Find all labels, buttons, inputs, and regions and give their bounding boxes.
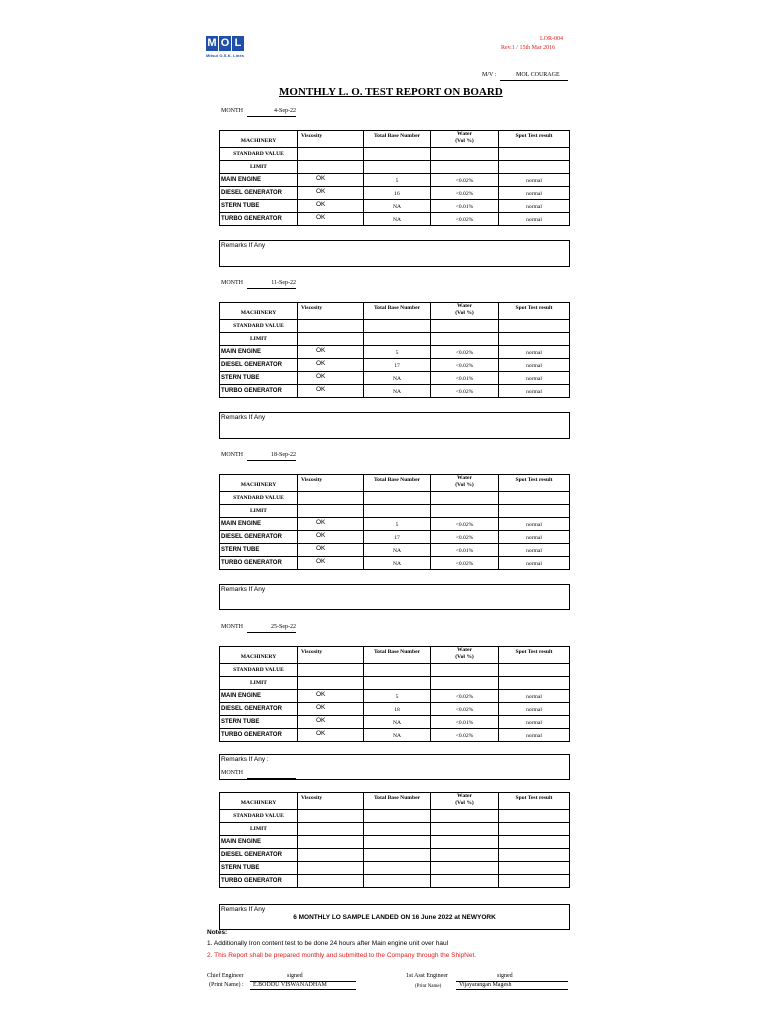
lo-test-table	[219, 646, 570, 742]
remarks-label: Remarks If Any	[221, 906, 266, 913]
viscosity-value: OK	[298, 385, 364, 398]
remarks-box	[219, 904, 570, 930]
viscosity-value: OK	[298, 544, 364, 557]
table-row	[220, 849, 570, 862]
col-machinery: MACHINERY	[220, 793, 298, 810]
col-tbn: Total Base Number	[364, 131, 431, 148]
asst-engineer-label: 1st Asst Engineer	[406, 973, 448, 979]
tbn-value: 16	[364, 187, 431, 200]
water-value: <0.01%	[431, 200, 499, 213]
water-value: <0.01%	[431, 372, 499, 385]
doc-code: LOR-004	[540, 36, 563, 42]
limit-label: LIMIT	[220, 823, 298, 836]
machinery-name: TURBO GENERATOR	[220, 875, 298, 888]
limit-label: LIMIT	[220, 333, 298, 346]
lo-test-table	[219, 474, 570, 570]
lo-test-table	[219, 792, 570, 888]
spot-test-value: normal	[499, 359, 570, 372]
tbn-value: NA	[364, 544, 431, 557]
note-1: 1. Additionally Iron content test to be done 24 hours after Main engine unit over haul	[207, 940, 449, 947]
water-value: <0.02%	[431, 187, 499, 200]
tbn-value: 5	[364, 346, 431, 359]
remarks-box	[219, 240, 570, 267]
machinery-name: MAIN ENGINE	[220, 174, 298, 187]
viscosity-value: OK	[298, 346, 364, 359]
viscosity-value: OK	[298, 213, 364, 226]
col-tbn: Total Base Number	[364, 475, 431, 492]
machinery-name: STERN TUBE	[220, 372, 298, 385]
month-label: MONTH	[221, 280, 243, 286]
col-viscosity: Viscosity	[298, 475, 364, 492]
col-tbn: Total Base Number	[364, 647, 431, 664]
limit-cell	[298, 161, 364, 174]
viscosity-value	[298, 862, 364, 875]
spot-test-value	[499, 836, 570, 849]
lo-test-table	[219, 130, 570, 226]
tbn-value	[364, 849, 431, 862]
table-row	[220, 213, 570, 226]
viscosity-value	[298, 849, 364, 862]
table-row	[220, 372, 570, 385]
col-machinery: MACHINERY	[220, 475, 298, 492]
water-value: <0.02%	[431, 518, 499, 531]
spot-test-value	[499, 862, 570, 875]
limit-cell	[298, 333, 364, 346]
tbn-value: NA	[364, 716, 431, 729]
col-tbn: Total Base Number	[364, 793, 431, 810]
remarks-label: Remarks If Any :	[221, 756, 269, 763]
standard-value-cell	[298, 320, 364, 333]
col-viscosity: Viscosity	[298, 303, 364, 320]
table-row	[220, 875, 570, 888]
table-row	[220, 359, 570, 372]
month-date: 4-Sep-22	[247, 108, 296, 117]
viscosity-value: OK	[298, 690, 364, 703]
standard-value-cell	[298, 148, 364, 161]
viscosity-value: OK	[298, 359, 364, 372]
machinery-name: TURBO GENERATOR	[220, 557, 298, 570]
chief-engineer-signature: signed	[287, 973, 303, 979]
water-value: <0.01%	[431, 716, 499, 729]
notes-heading: Notes:	[207, 929, 228, 936]
table-row	[220, 385, 570, 398]
machinery-name: TURBO GENERATOR	[220, 729, 298, 742]
tbn-value: 5	[364, 690, 431, 703]
remarks-label: Remarks If Any	[221, 242, 266, 249]
spot-test-value: normal	[499, 544, 570, 557]
table-row	[220, 531, 570, 544]
month-label: MONTH	[221, 770, 243, 776]
month-date	[247, 770, 296, 779]
table-row	[220, 836, 570, 849]
water-value: <0.02%	[431, 346, 499, 359]
col-spot-test: Spot Test result	[499, 793, 570, 810]
water-value: <0.02%	[431, 174, 499, 187]
col-water: Water (Vol %)	[431, 303, 499, 320]
viscosity-value: OK	[298, 187, 364, 200]
viscosity-value: OK	[298, 200, 364, 213]
tbn-value	[364, 862, 431, 875]
col-viscosity: Viscosity	[298, 793, 364, 810]
chief-engineer-name: E.BODDU VISWANADHAM	[253, 982, 327, 988]
month-date: 18-Sep-22	[247, 452, 296, 461]
remarks-label: Remarks If Any	[221, 586, 266, 593]
limit-cell	[298, 505, 364, 518]
tbn-value: 17	[364, 531, 431, 544]
note-2: 2. This Report shall be prepared monthly and submitted to the Company through the ShipNet.	[207, 952, 477, 959]
water-value	[431, 862, 499, 875]
spot-test-value: normal	[499, 385, 570, 398]
water-value	[431, 849, 499, 862]
spot-test-value: normal	[499, 690, 570, 703]
water-value: <0.02%	[431, 557, 499, 570]
month-label: MONTH	[221, 452, 243, 458]
col-machinery: MACHINERY	[220, 647, 298, 664]
month-date: 11-Sep-22	[247, 280, 296, 289]
spot-test-value: normal	[499, 703, 570, 716]
table-row	[220, 346, 570, 359]
tbn-value: 18	[364, 703, 431, 716]
water-value: <0.01%	[431, 544, 499, 557]
col-water: Water (Vol %)	[431, 793, 499, 810]
machinery-name: TURBO GENERATOR	[220, 385, 298, 398]
machinery-name: STERN TUBE	[220, 200, 298, 213]
table-row	[220, 862, 570, 875]
vessel-label: M/V :	[482, 72, 497, 78]
machinery-name: MAIN ENGINE	[220, 690, 298, 703]
machinery-name: DIESEL GENERATOR	[220, 359, 298, 372]
col-tbn: Total Base Number	[364, 303, 431, 320]
col-machinery: MACHINERY	[220, 303, 298, 320]
spot-test-value: normal	[499, 174, 570, 187]
logo-letter-m: M	[207, 37, 217, 49]
spot-test-value: normal	[499, 531, 570, 544]
tbn-value: NA	[364, 557, 431, 570]
remarks-box	[219, 584, 570, 610]
standard-value-label: STANDARD VALUE	[220, 148, 298, 161]
spot-test-value: normal	[499, 187, 570, 200]
standard-value-label: STANDARD VALUE	[220, 492, 298, 505]
table-row	[220, 200, 570, 213]
col-spot-test: Spot Test result	[499, 131, 570, 148]
col-viscosity: Viscosity	[298, 131, 364, 148]
col-spot-test: Spot Test result	[499, 475, 570, 492]
machinery-name: STERN TUBE	[220, 716, 298, 729]
water-value: <0.02%	[431, 359, 499, 372]
month-date: 25-Sep-22	[247, 624, 296, 633]
chief-name-line	[250, 989, 356, 990]
company-logo	[206, 36, 246, 62]
col-spot-test: Spot Test result	[499, 303, 570, 320]
table-row	[220, 174, 570, 187]
viscosity-value: OK	[298, 729, 364, 742]
viscosity-value: OK	[298, 531, 364, 544]
limit-cell	[298, 677, 364, 690]
machinery-name: MAIN ENGINE	[220, 518, 298, 531]
table-row	[220, 557, 570, 570]
standard-value-label: STANDARD VALUE	[220, 664, 298, 677]
standard-value-cell	[298, 810, 364, 823]
table-row	[220, 518, 570, 531]
water-value: <0.02%	[431, 385, 499, 398]
chief-print-label: (Print Name) :	[209, 982, 244, 988]
asst-name-line	[456, 989, 568, 990]
asst-engineer-name: Vijayarangan Magesh	[459, 982, 512, 988]
machinery-name: DIESEL GENERATOR	[220, 187, 298, 200]
viscosity-value: OK	[298, 716, 364, 729]
limit-cell	[298, 823, 364, 836]
tbn-value: NA	[364, 372, 431, 385]
report-title: MONTHLY L. O. TEST REPORT ON BOARD	[279, 86, 503, 98]
chief-engineer-label: Chief Engineer	[207, 973, 244, 979]
tbn-value: 17	[364, 359, 431, 372]
water-value: <0.02%	[431, 213, 499, 226]
spot-test-value: normal	[499, 729, 570, 742]
lo-test-table	[219, 302, 570, 398]
water-value: <0.02%	[431, 729, 499, 742]
viscosity-value: OK	[298, 518, 364, 531]
table-row	[220, 703, 570, 716]
table-row	[220, 544, 570, 557]
standard-value-label: STANDARD VALUE	[220, 320, 298, 333]
water-value: <0.02%	[431, 690, 499, 703]
logo-letter-l: L	[232, 36, 244, 51]
machinery-name: DIESEL GENERATOR	[220, 703, 298, 716]
col-water: Water (Vol %)	[431, 131, 499, 148]
asst-print-label: (Print Name)	[415, 984, 442, 989]
tbn-value: NA	[364, 213, 431, 226]
machinery-name: TURBO GENERATOR	[220, 213, 298, 226]
viscosity-value	[298, 836, 364, 849]
spot-test-value	[499, 875, 570, 888]
spot-test-value	[499, 849, 570, 862]
viscosity-value	[298, 875, 364, 888]
vessel-underline	[500, 80, 568, 81]
viscosity-value: OK	[298, 372, 364, 385]
tbn-value: 5	[364, 518, 431, 531]
spot-test-value: normal	[499, 213, 570, 226]
tbn-value: 5	[364, 174, 431, 187]
machinery-name: MAIN ENGINE	[220, 346, 298, 359]
month-label: MONTH	[221, 624, 243, 630]
table-row	[220, 716, 570, 729]
table-row	[220, 187, 570, 200]
spot-test-value: normal	[499, 518, 570, 531]
water-value	[431, 836, 499, 849]
viscosity-value: OK	[298, 174, 364, 187]
standard-value-cell	[298, 664, 364, 677]
limit-label: LIMIT	[220, 161, 298, 174]
water-value: <0.02%	[431, 531, 499, 544]
tbn-value	[364, 836, 431, 849]
standard-value-cell	[298, 492, 364, 505]
spot-test-value: normal	[499, 716, 570, 729]
vessel-name: MOL COURAGE	[516, 72, 560, 78]
viscosity-value: OK	[298, 557, 364, 570]
water-value	[431, 875, 499, 888]
limit-label: LIMIT	[220, 505, 298, 518]
spot-test-value: normal	[499, 200, 570, 213]
month-label: MONTH	[221, 108, 243, 114]
asst-engineer-signature: signed	[497, 973, 513, 979]
tbn-value: NA	[364, 385, 431, 398]
machinery-name: STERN TUBE	[220, 544, 298, 557]
limit-label: LIMIT	[220, 677, 298, 690]
logo-letter-o: O	[220, 37, 230, 49]
logo-subtitle: Mitsui O.S.K. Lines	[206, 53, 245, 58]
tbn-value: NA	[364, 200, 431, 213]
remarks-label: Remarks If Any	[221, 414, 266, 421]
machinery-name: MAIN ENGINE	[220, 836, 298, 849]
tbn-value: NA	[364, 729, 431, 742]
table-row	[220, 690, 570, 703]
remarks-text: 6 MONTHLY LO SAMPLE LANDED ON 16 June 2022 at NEWYORK	[293, 914, 496, 921]
col-viscosity: Viscosity	[298, 647, 364, 664]
spot-test-value: normal	[499, 372, 570, 385]
col-water: Water (Vol %)	[431, 475, 499, 492]
tbn-value	[364, 875, 431, 888]
revision: Rev.1 / 15th Mar 2016	[501, 45, 556, 51]
standard-value-label: STANDARD VALUE	[220, 810, 298, 823]
spot-test-value: normal	[499, 557, 570, 570]
machinery-name: DIESEL GENERATOR	[220, 849, 298, 862]
water-value: <0.02%	[431, 703, 499, 716]
machinery-name: DIESEL GENERATOR	[220, 531, 298, 544]
table-row	[220, 729, 570, 742]
col-spot-test: Spot Test result	[499, 647, 570, 664]
viscosity-value: OK	[298, 703, 364, 716]
col-water: Water (Vol %)	[431, 647, 499, 664]
machinery-name: STERN TUBE	[220, 862, 298, 875]
remarks-box	[219, 412, 570, 439]
spot-test-value: normal	[499, 346, 570, 359]
col-machinery: MACHINERY	[220, 131, 298, 148]
